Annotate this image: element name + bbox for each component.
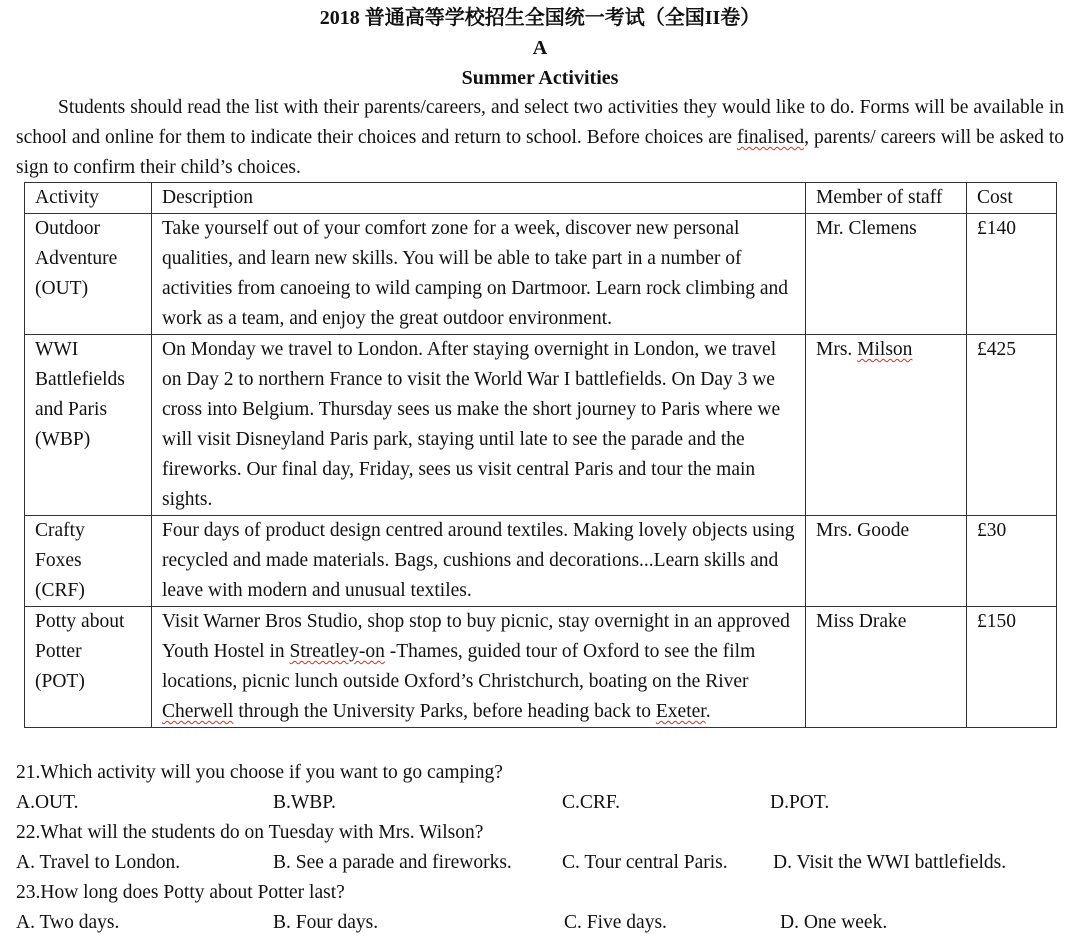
- activity-code: (WBP): [35, 429, 91, 450]
- header-staff: Member of staff: [806, 183, 967, 214]
- activity-name-line: Foxes: [35, 550, 82, 571]
- activity-cell: [25, 516, 152, 607]
- cost-cell: £425: [967, 335, 1057, 516]
- option-b[interactable]: B. See a parade and fireworks.: [273, 852, 512, 873]
- activity-cell: [25, 607, 152, 728]
- activity-cell: [25, 214, 152, 335]
- description-text: .: [705, 701, 711, 722]
- place-name: Streatley-on: [289, 641, 385, 662]
- table-header-row: [25, 183, 1057, 214]
- place-name: Exeter: [655, 701, 706, 722]
- option-c[interactable]: C.CRF.: [562, 792, 621, 813]
- activity-code: (CRF): [35, 580, 85, 601]
- question-22: 22.What will the students do on Tuesday with Mrs. Wilson?: [16, 822, 484, 843]
- option-d[interactable]: D.POT.: [770, 792, 830, 813]
- intro-text-part1: Students should read the list with their parents/careers, and select two activities they would like to do. Forms will be available in school and online for them to indicate their choices and return to school. Before choices are: [16, 97, 1064, 148]
- activity-name-line: and Paris: [35, 399, 108, 420]
- staff-title: Mrs.: [816, 339, 858, 360]
- table-row-pot: [25, 607, 1057, 728]
- header-activity: Activity: [25, 183, 152, 214]
- activity-name-line: Potter: [35, 641, 82, 662]
- staff-cell: Miss Drake: [806, 607, 967, 728]
- option-a[interactable]: A. Travel to London.: [16, 852, 181, 873]
- activity-name-line: Adventure: [35, 248, 118, 269]
- description-cell: Four days of product design centred around textiles. Making lovely objects using recycled and made materials. Bags, cushions and decorations...Learn skills and leave with modern and unusual textiles.: [152, 516, 806, 607]
- activity-name-line: WWI: [35, 339, 79, 360]
- table-row-crf: [25, 516, 1057, 607]
- question-23-options: [16, 908, 1066, 938]
- description-text: -Thames, guided tour of Oxford to see the film locations, picnic lunch outside Oxford’s Christchurch, boating on the River: [162, 641, 756, 692]
- option-c[interactable]: C. Five days.: [564, 912, 667, 933]
- activity-name-line: Crafty: [35, 520, 85, 541]
- option-d[interactable]: D. Visit the WWI battlefields.: [773, 852, 1007, 873]
- description-cell: [152, 607, 806, 728]
- activity-name-line: Potty about: [35, 611, 125, 632]
- table-row-out: [25, 214, 1057, 335]
- description-cell: Take yourself out of your comfort zone for a week, discover new personal qualities, and learn new skills. You will be able to take part in a number of activities from canoeing to wild camping on Dartmoor. Learn rock climbing and work as a team, and enjoy the great outdoor environment.: [152, 214, 806, 335]
- question-21-options: [16, 788, 1066, 818]
- staff-cell: Mrs. Goode: [806, 516, 967, 607]
- staff-cell: Mr. Clemens: [806, 214, 967, 335]
- table-row-wbp: [25, 335, 1057, 516]
- cost-cell: £140: [967, 214, 1057, 335]
- section-label: A: [532, 37, 548, 59]
- intro-text-part2: , parents/ careers will be asked to sign to confirm their child’s choices.: [16, 127, 1065, 178]
- question-21: 21.Which activity will you choose if you want to go camping?: [16, 762, 503, 783]
- activity-code: (POT): [35, 671, 85, 692]
- activity-name-line: Battlefields: [35, 369, 125, 390]
- header-description: Description: [152, 183, 806, 214]
- place-name: Cherwell: [162, 701, 234, 722]
- option-a[interactable]: A. Two days.: [16, 912, 120, 933]
- intro-wavy-word: finalised: [736, 127, 805, 148]
- passage-title: Summer Activities: [461, 67, 619, 89]
- exam-title: 2018 普通高等学校招生全国统一考试（全国II卷）: [319, 7, 761, 29]
- intro-paragraph: [16, 93, 1064, 183]
- option-b[interactable]: B.WBP.: [273, 792, 336, 813]
- option-d[interactable]: D. One week.: [780, 912, 888, 933]
- question-23: 23.How long does Potty about Potter last?: [16, 882, 345, 903]
- description-text: Visit Warner Bros Studio, shop stop to buy picnic, stay overnight in an approved Youth Hostel in: [162, 611, 790, 662]
- staff-surname: Milson: [857, 339, 913, 360]
- cost-cell: £30: [967, 516, 1057, 607]
- header-cost: Cost: [967, 183, 1057, 214]
- cost-cell: £150: [967, 607, 1057, 728]
- activities-table: [24, 182, 1057, 728]
- description-cell: On Monday we travel to London. After staying overnight in London, we travel on Day 2 to northern France to visit the World War I battlefields. On Day 3 we cross into Belgium. Thursday sees us make the short journey to Paris where we will visit Disneyland Paris park, staying until late to see the parade and the fireworks. Our final day, Friday, sees us visit central Paris and tour the main sights.: [152, 335, 806, 516]
- activity-name-line: Outdoor: [35, 218, 100, 239]
- option-b[interactable]: B. Four days.: [273, 912, 379, 933]
- activity-cell: [25, 335, 152, 516]
- option-a[interactable]: A.OUT.: [16, 792, 79, 813]
- activity-code: (OUT): [35, 278, 89, 299]
- question-22-options: [16, 848, 1066, 878]
- description-text: through the University Parks, before heading back to: [233, 701, 656, 722]
- staff-cell: [806, 335, 967, 516]
- questions-section: [16, 758, 1066, 938]
- option-c[interactable]: C. Tour central Paris.: [562, 852, 728, 873]
